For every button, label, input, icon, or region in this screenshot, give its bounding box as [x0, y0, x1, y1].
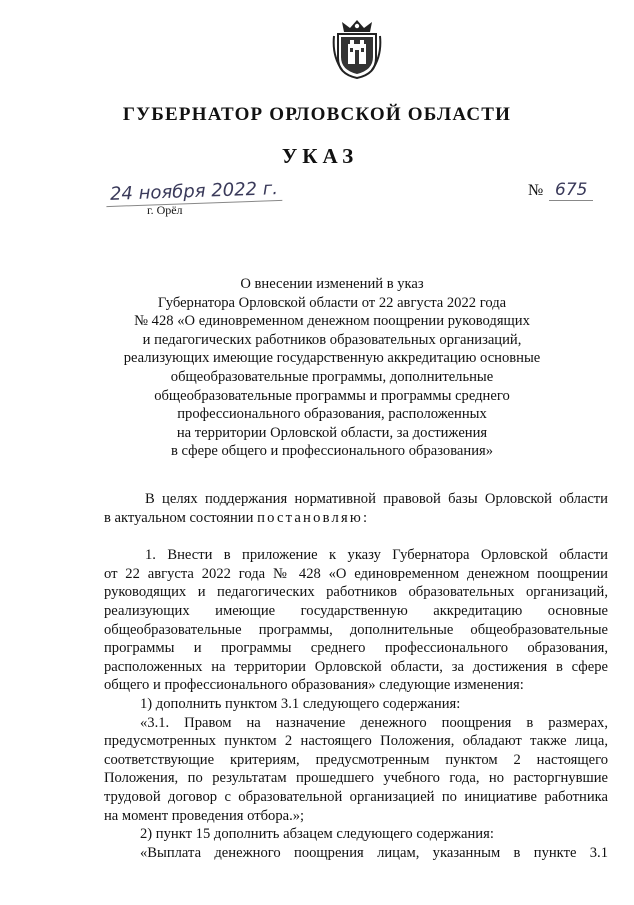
preamble-text: в актуальном состоянии — [104, 509, 254, 526]
paragraph-line: реализующих имеющие государственную аккредитацию основные — [104, 602, 608, 619]
subject-line: общеобразовательные программы и программы среднего — [154, 387, 510, 404]
item-label: 2) пункт 15 дополнить абзацем следующего содержания: — [140, 826, 494, 843]
item-label: 1) дополнить пунктом 3.1 следующего содержания: — [140, 695, 461, 712]
handwritten-date: 24 ноября 2022 г. — [106, 178, 283, 207]
quote-line: трудовой договор с образовательной организацией по инициативе работника — [104, 788, 608, 805]
document-subject — [112, 275, 552, 461]
paragraph-line: общего и профессионального образования» следующие изменения: — [104, 677, 524, 694]
paragraph-line: программы и программы среднего профессионального образования, — [104, 640, 608, 657]
document-type: УКАЗ — [281, 144, 359, 168]
quote-line: «Выплата денежного поощрения лицам, указанным в пункте 3.1 — [140, 844, 608, 861]
subject-line: в сфере общего и профессионального образования» — [170, 443, 494, 460]
subject-line: общеобразовательные программы, дополнительные — [170, 368, 494, 385]
subject-line: О внесении изменений в указ — [240, 276, 424, 292]
number-label: № — [528, 182, 544, 199]
paragraph-line: 1. Внести в приложение к указу Губернатора Орловской области — [145, 547, 608, 564]
quote-line: соответствующие критериям, предусмотренным пунктом 2 настоящего — [104, 751, 608, 768]
subject-line: № 428 «О единовременном денежном поощрении руководящих — [134, 313, 530, 330]
decree-keyword: постановляю: — [257, 509, 370, 526]
paragraph-line: общеобразовательные программы, дополнительные общеобразовательные — [104, 621, 608, 638]
subject-line: и педагогических работников образовательных организаций, — [142, 331, 522, 348]
paragraph-line: руководящих и педагогических работников образовательных организаций, — [104, 584, 608, 601]
handwritten-number: 675 — [549, 180, 593, 201]
preamble-line: В целях поддержания нормативной правовой базы Орловской области — [145, 491, 608, 507]
subject-line: реализующих имеющие государственную аккредитацию основные — [123, 350, 541, 367]
quote-line: «3.1. Правом на назначение денежного поощрения в размерах, — [140, 714, 608, 731]
coat-of-arms-emblem — [332, 18, 382, 80]
quote-line: предусмотренных пунктом 2 настоящего Положения, обладают также лица, — [104, 733, 608, 750]
subject-line: профессионального образования, расположенных — [177, 406, 487, 423]
document-body — [104, 490, 608, 862]
quote-line: на момент проведения отбора.»; — [104, 807, 305, 824]
paragraph-line: расположенных на территории Орловской области, за достижения в сфере — [104, 658, 608, 675]
subject-line: Губернатора Орловской области от 22 августа 2022 года — [157, 294, 507, 311]
subject-line: на территории Орловской области, за достижения — [176, 424, 488, 441]
city-label: г. Орёл — [147, 203, 183, 217]
quote-line: Положения, по результатам прошедшего учебного года, но расторгнувшие — [104, 770, 608, 787]
preamble-line — [104, 509, 608, 528]
org-title: ГУБЕРНАТОР ОРЛОВСКОЙ ОБЛАСТИ — [122, 104, 512, 125]
paragraph-line: от 22 августа 2022 года № 428 «О единовременном денежном поощрении — [104, 565, 608, 582]
